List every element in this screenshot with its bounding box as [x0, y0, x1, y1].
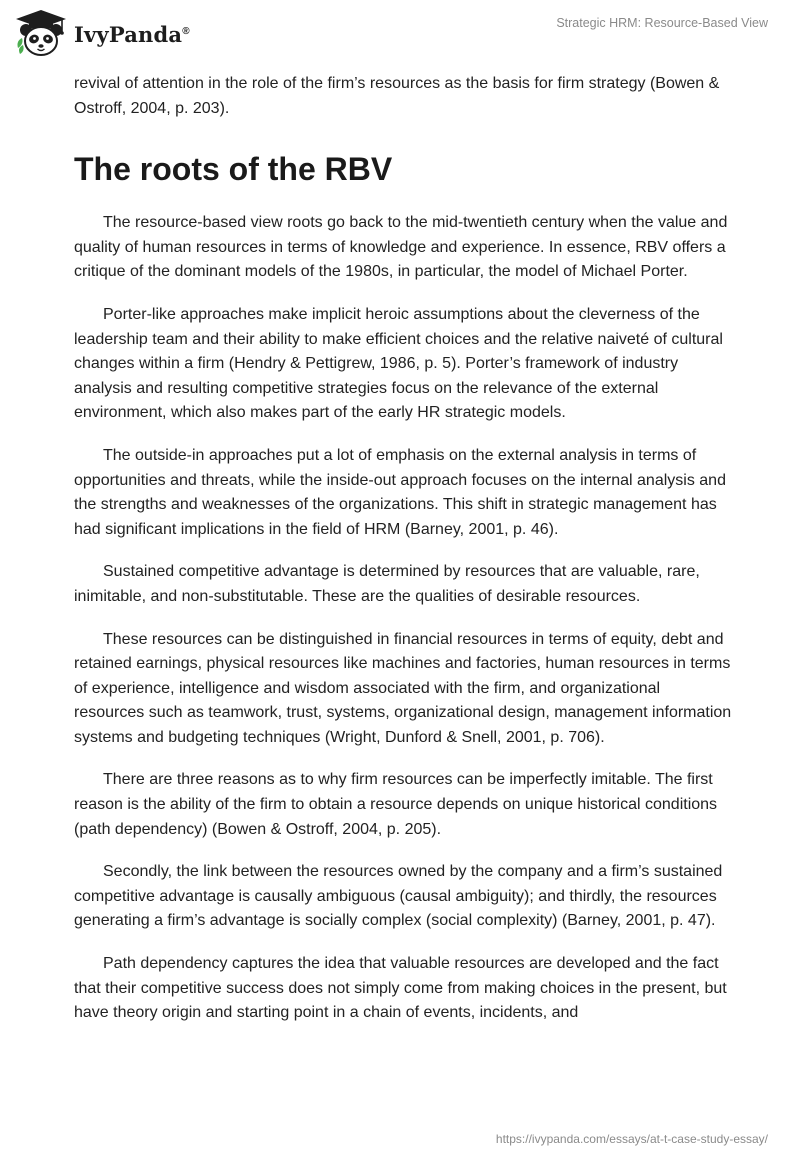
paragraph-1: The resource-based view roots go back to the mid-twentieth century when the value and quality of human resources in terms of knowledge and experience. In essence, RBV offers a critique of the dominant models of the 1980s, in particular, the model of Michael Porter. [74, 214, 728, 281]
paragraph-6: There are three reasons as to why firm resources can be imperfectly imitable. The first reason is the ability of the firm to obtain a resource depends on unique historical conditions (path dependency) (Bowen & Ostroff, 2004, p. 205). [74, 771, 718, 838]
paragraph-4: Sustained competitive advantage is determined by resources that are valuable, rare, inimitable, and non-substitutable. These are the qualities of desirable resources. [74, 563, 700, 605]
brand-name-text: IvyPanda [74, 21, 183, 47]
panda-graduate-icon [14, 8, 68, 58]
paragraph-7: Secondly, the link between the resources owned by the company and a firm’s sustained competitive advantage is causally ambiguous (causal ambiguity); and thirdly, the resources generating a firm’s advantage is socially complex (social complexity) (Barney, 2001, p. 47). [74, 863, 723, 930]
paragraph-5: These resources can be distinguished in financial resources in terms of equity, debt and retained earnings, physical resources like machines and factories, human resources in terms of experience, intelligence and wisdom associated with the firm, and organizational resources such as teamwork, trust, systems, organizational design, management information systems and budgeting techniques (Wright, Dunford & Snell, 2001, p. 706). [74, 630, 732, 746]
site-logo[interactable] [14, 8, 190, 58]
page-header [0, 0, 800, 68]
registered-mark: ® [182, 25, 190, 37]
paragraph-3: The outside-in approaches put a lot of emphasis on the external analysis in terms of opportunities and threats, while the inside-out approach focuses on the internal analysis and the strengths and weaknesses of the organizations. This shift in strategic management has had significant implications in the field of HRM (Barney, 2001, p. 46). [74, 446, 726, 538]
intro-continuation-paragraph: revival of attention in the role of the firm’s resources as the basis for firm strategy (Bowen & Ostroff, 2004, p. 203). [74, 75, 720, 117]
section-heading: The roots of the RBV [74, 151, 393, 188]
article-body [74, 72, 734, 1026]
source-url[interactable]: https://ivypanda.com/essays/at-t-case-study-essay/ [495, 1132, 768, 1146]
brand-name [74, 22, 190, 47]
page-title: Strategic HRM: Resource-Based View [556, 16, 768, 30]
paragraph-2: Porter-like approaches make implicit heroic assumptions about the cleverness of the leadership team and their ability to make efficient choices and the relative naiveté of cultural changes within a firm (Hendry & Pettigrew, 1986, p. 5). Porter’s framework of industry analysis and resulting competitive strategies focus on the relevance of the external environment, which also makes part of the early HR strategic models. [74, 305, 723, 422]
paragraph-8: Path dependency captures the idea that valuable resources are developed and the fact that their competitive success does not simply come from making choices in the present, but have theory origin and starting point in a chain of events, incidents, and [74, 955, 727, 1022]
